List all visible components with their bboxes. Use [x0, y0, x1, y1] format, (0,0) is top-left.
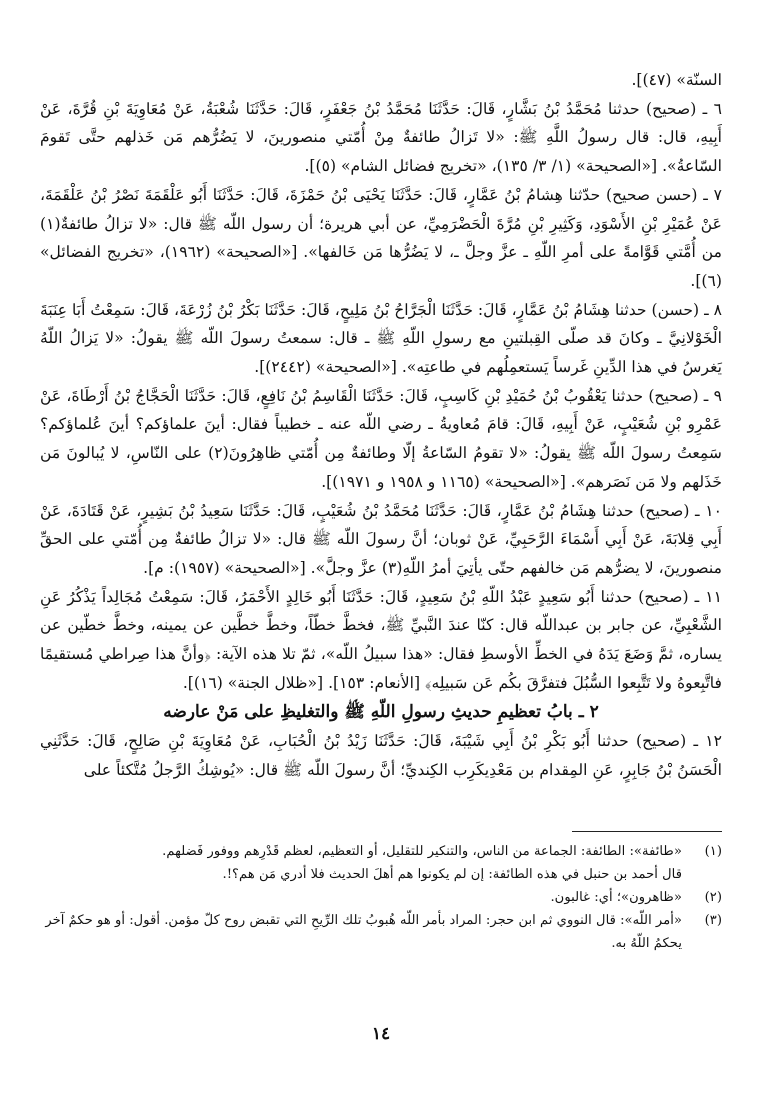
page-number: ١٤ [371, 1024, 391, 1044]
footnote-3 [40, 909, 722, 955]
footnote-1 [40, 840, 722, 863]
hadith-9: ٩ ـ (صحيح) حدثنا يَعْقُوبُ بْنُ حُمَيْدِ بْنِ كَاسِبٍ، قَالَ: حَدَّثَنَا الْقَاسِمُ بْنُ نَافِعٍ، قَالَ: حَدَّثَنَا الْحَجَّاجُ بْنُ أَرْطَاةَ، عَنْ عَمْرِو بْنِ شُعَيْبٍ، عَنْ أَبِيهِ، قَالَ: قامَ مُعاويةُ ـ رضي اللّه عنه ـ خطيباً فقال: أينَ علماؤكم؟ أينَ عُلماؤكم؟ سَمِعتُ رسولَ اللّه ﷺ يقولُ: «لا تقومُ السّاعةُ إلّا وطائفةٌ مِن أُمّتي ظاهِرُونَ(٢) على النّاسِ، لا يُبالونَ مَن خَذَلهم ولا مَن نَصَرهم». [«الصحيحة» (١١٦٥ و ١٩٥٨ و ١٩٧١)]. [40, 386, 722, 491]
footnote-text: «أمر اللّه»: قال النووي ثم ابن حجر: المراد بأمر اللّه هُبوبُ تلك الرِّيحِ التي تقبض روح كلّ مؤمن. أقول: أو هو حكمٌ آخر يحكمُ اللّهُ به. [45, 912, 682, 951]
footnote-text: «طائفة»: الطائفة: الجماعة من الناس، والتنكير للتقليل، أو التعظيم، لعظم قَدْرِهم ووفور فَضلهم. [162, 843, 682, 859]
footnote-number: (٢) [704, 889, 722, 905]
footnote-number: (١) [704, 843, 722, 859]
paragraph-continuation: السنّة» (٤٧)]. [631, 71, 722, 89]
hadith-6: ٦ ـ (صحيح) حدثنا مُحَمَّدُ بْنُ بَشَّارٍ، قَالَ: حَدَّثَنَا مُحَمَّدُ بْنُ جَعْفَرٍ، قَالَ: حَدَّثَنَا شُعْبَةُ، عَنْ مُعَاوِيَةَ بْنِ قُرَّةَ، عَنْ أَبِيهِ، قال: قال رسولُ اللَّهِ ﷺ: «لا تَزالُ طائفةٌ مِنْ أُمّتي منصورينَ، لا يَضُرُّهم مَن خَذلهم حتَّى تَقومَ السّاعةُ». [«الصحيحة» (١/ ٣/ ١٣٥)، «تخريج فضائل الشام» (٥)]. [40, 99, 722, 176]
hadith-8: ٨ ـ (حسن) حدثنا هِشَامُ بْنُ عَمَّارٍ، قَالَ: حَدَّثَنَا الْجَرَّاحُ بْنُ مَلِيحٍ، قَالَ: حَدَّثَنَا بَكْرُ بْنُ زُرْعَةَ، قَالَ: سَمِعْتُ أَبَا عِنَبَةَ الْخَوْلانِيَّ ـ وكانَ قد صلّى القِبلتينِ مع رسولِ اللّهِ ﷺ ـ قال: سمعتُ رسولَ اللّه ﷺ يقولُ: «لا يَزالُ اللّهُ يَغرسُ في هذا الدِّينِ غَرساً يَستعمِلُهم في طاعتِه». [«الصحيحة» (٢٤٤٢)]. [40, 300, 722, 377]
footnote-1-extra: قال أحمد بن حنبل في هذه الطائفة: إن لم يكونوا هم أهلَ الحديث فلا أدري مَن هم؟!. [222, 866, 682, 882]
hadith-12: ١٢ ـ (صحيح) حدثنا أَبُو بَكْرِ بْنُ أَبِي شَيْبَةَ، قَالَ: حَدَّثَنَا زَيْدُ بْنُ الْحُبَابِ، عَنْ مُعَاوِيَةَ بْنِ صَالِحٍ، قَالَ: حَدَّثَنِي الْحَسَنُ بْنُ جَابِرٍ، عَنِ المِقدام بن مَعْدِيكَرِب الكِنديِّ؛ أنَّ رسولَ اللّه ﷺ قال: «يُوشِكُ الرَّجلُ مُتَّكئاً على [40, 732, 722, 780]
footnote-number: (٣) [704, 912, 722, 928]
hadith-10: ١٠ ـ (صحيح) حدثنا هِشَامُ بْنُ عَمَّارٍ، قَالَ: حَدَّثَنَا مُحَمَّدُ بْنُ شُعَيْبٍ، قَالَ: حَدَّثَنَا سَعِيدُ بْنُ بَشِيرٍ، عَنْ قَتَادَةَ، عَنْ أَبِي قِلابَةَ، عَنْ أَبِي أَسْمَاءَ الرَّحَبِيِّ، عَنْ ثوبان؛ أنَّ رسولَ اللّه ﷺ قال: «لا تزالُ طائفةٌ مِن أُمّتي على الحقِّ منصورينَ، لا يضرُّهم مَن خالفهم حتّى يأتِيَ أمرُ اللّهِ(٣) عزَّ وجلَّ». [«الصحيحة» (١٩٥٧): م]. [40, 501, 722, 577]
footnote-text: «ظاهرون»؛ أي: غالبون. [550, 889, 682, 905]
chapter-heading: ٢ ـ بابُ تعظيمِ حديثِ رسولِ اللّهِ ﷺ والتغليظِ على مَنْ عارضه [163, 702, 599, 723]
footnote-separator [572, 831, 722, 832]
hadith-7: ٧ ـ (حسن صحيح) حدّثنا هِشامُ بْنُ عَمَّارٍ، قَالَ: حَدَّثَنَا يَحْيَى بْنُ حَمْزَةَ، قَالَ: حَدَّثَنَا أَبُو عَلْقَمَةَ نَصْرُ بْنُ عَلْقَمَةَ، عَنْ عُمَيْرِ بْنِ الأَسْوَدِ، وَكَثِيرِ بْنِ مُرَّةَ الْحَضْرَمِيِّ، عن أبي هريرة؛ أن رسول اللّه ﷺ قال: «لا تزالُ طائفةٌ(١) من أُمَّتي قَوَّامةً على أمرِ اللّهِ ـ عزَّ وجلَّ ـ، لا يَضُرُّها مَن خَالفها». [«الصحيحة» (١٩٦٢)، «تخريج الفضائل» (٦)]. [40, 185, 722, 290]
footnote-2 [40, 886, 722, 909]
hadith-11: ١١ ـ (صحيح) حدثنا أَبُو سَعِيدٍ عَبْدُ اللّهِ بْنُ سَعِيدٍ، قَالَ: حَدَّثَنَا أَبُو خَالِدٍ الأَحْمَرُ، قَالَ: سَمِعْتُ مُجَالِداً يَذْكُرُ عَنِ الشَّعْبِيِّ، عن جابر بن عبداللّه قال: كنّا عندَ النَّبيِّ ﷺ، فخطَّ خطّاً، وخطَّ خطَّين عن يمينه، وخطَّ خطّين عن يساره، ثمَّ وَضَعَ يَدَهُ في الخطِّ الأوسطِ فقال: «هذا سبيلُ اللّه»، ثمّ تلا هذه الآية: ﴿وأنَّ هذا صِراطي مُستقيمًا فاتَّبِعوهُ ولا تَتَّبِعوا السُّبُلَ فتفرَّقَ بكُم عَن سَبيلِه﴾ [الأنعام: ١٥٣]. [«ظلال الجنة» (١٦)]. [40, 587, 722, 692]
page-body [40, 66, 722, 1096]
